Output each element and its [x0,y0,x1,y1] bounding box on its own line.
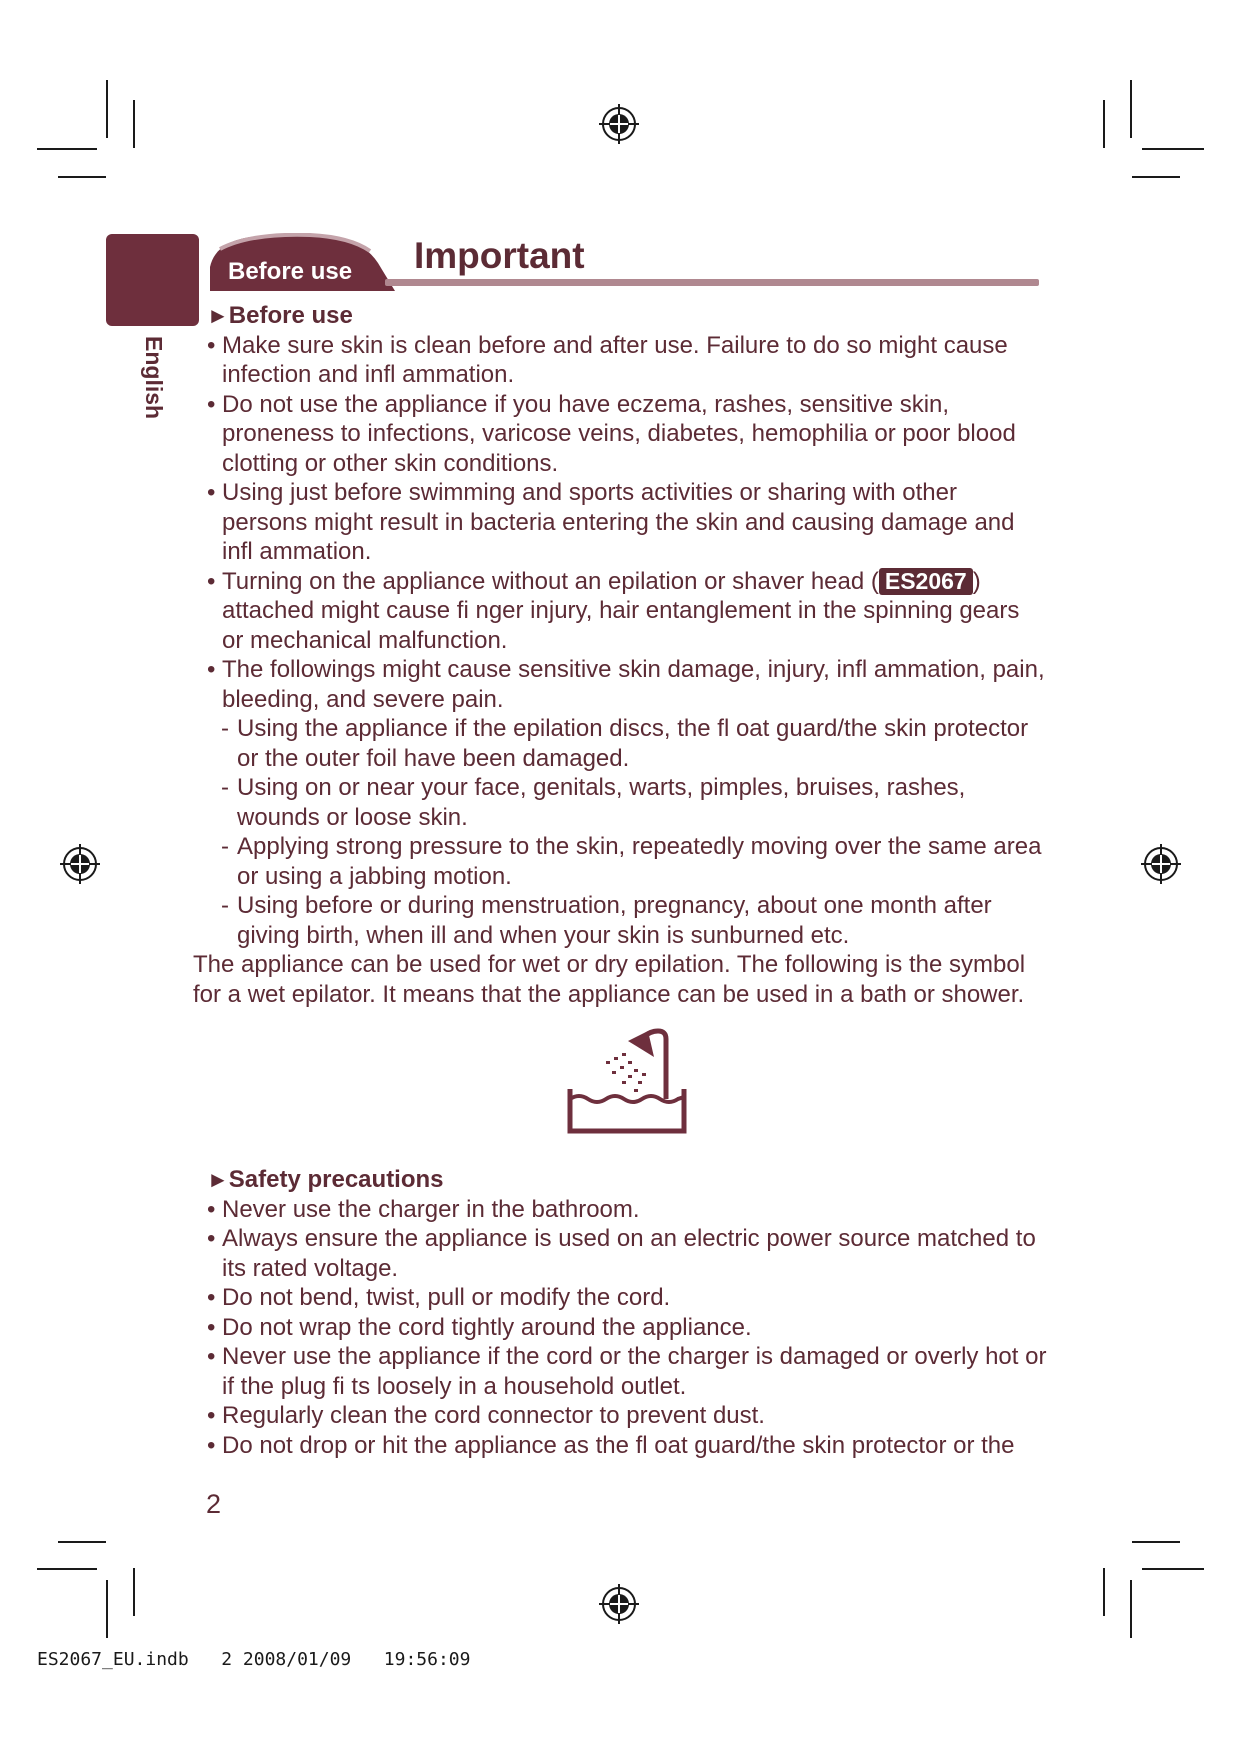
sub-list-item [207,714,1047,773]
crop-mark [58,1541,106,1543]
list-item [207,1195,1047,1225]
list-item [207,655,1047,714]
list-item [207,1401,1047,1431]
section-tab-label: Before use [228,258,353,285]
crop-mark [37,1568,97,1570]
sub-list-item-text: Applying strong pressure to the skin, repeatedly moving over the same area or using a jabbing motion. [237,833,1042,890]
content-column [193,301,1047,1460]
list-item-text: Always ensure the appliance is used on an electric power source matched to its rated voltage. [222,1225,1036,1282]
list-item-text: Do not bend, twist, pull or modify the cord. [222,1284,671,1311]
language-block [106,234,199,326]
spacer [207,1137,1047,1165]
list-item [207,567,1047,656]
section-heading-text: Safety precautions [228,1166,444,1193]
bullet: • [207,656,216,683]
crop-mark [133,100,135,148]
bullet: • [207,1343,216,1370]
list-item-text: Regularly clean the cord connector to prevent dust. [222,1402,765,1429]
page-number: 2 [206,1489,222,1519]
dash: - [221,892,229,919]
list-item [207,1342,1047,1401]
list-item-text: Never use the appliance if the cord or the charger is damaged or overly hot or if the plug fi ts loosely in a household outlet. [222,1343,1047,1400]
list-item [207,1224,1047,1283]
crop-mark [133,1568,135,1616]
section-heading-text: Before use [228,302,353,329]
sub-list-item-text: Using the appliance if the epilation discs, the fl oat guard/the skin protector or the outer foil have been damaged. [237,715,1029,772]
bullet: • [207,479,216,506]
registration-mark-icon [597,1582,641,1626]
sub-list-item-text: Using before or during menstruation, pregnancy, about one month after giving birth, when ill and when your skin is sunburned etc. [237,892,992,949]
sub-list-item [207,832,1047,891]
bullet: • [207,1402,216,1429]
crop-mark [1142,1568,1204,1570]
crop-mark [1103,100,1105,148]
registration-mark-icon [58,842,102,886]
dash: - [221,715,229,742]
sub-list-item-text: Using on or near your face, genitals, warts, pimples, bruises, rashes, wounds or loose skin. [237,774,966,831]
bullet: • [207,1431,216,1459]
registration-mark-icon [597,102,641,146]
bath-shower-icon [562,1027,692,1137]
list-item [207,331,1047,390]
bullet: • [207,1225,216,1252]
registration-mark-icon [1139,842,1183,886]
section-heading-safety [207,1165,1047,1195]
bullet: • [207,1284,216,1311]
dash: - [221,833,229,860]
arrow-right-icon: ► [207,1167,229,1192]
bullet: • [207,331,216,359]
crop-mark [1132,176,1180,178]
language-label: English [141,336,167,420]
list-item [207,1313,1047,1343]
list-item [207,1283,1047,1313]
list-item-text: The followings might cause sensitive skin damage, injury, infl ammation, pain, bleeding, and severe pain. [222,656,1045,713]
crop-mark [106,80,108,138]
page-title: Important [414,235,585,276]
crop-mark [1130,80,1132,138]
list-item-text: Make sure skin is clean before and after use. Failure to do so might cause infection and infl ammation. [222,331,1008,388]
bullet: • [207,567,216,595]
crop-mark [58,176,106,178]
bullet: • [207,1195,216,1223]
section-heading-before-use [207,301,1047,331]
crop-mark [1103,1568,1105,1616]
list-item [207,478,1047,567]
crop-mark [37,148,97,150]
wet-use-note: The appliance can be used for wet or dry epilation. The following is the symbol for a wet epilator. It means that the appliance can be used in a bath or shower. [193,951,1026,1008]
list-item-text: Turning on the appliance without an epilation or shaver head ( [222,567,879,595]
model-badge: ES2067 [879,568,973,595]
crop-mark [106,1580,108,1638]
arrow-right-icon: ► [207,303,229,328]
list-item-text: ) attached might cause fi nger injury, hair entanglement in the spinning gears or mechanical malfunction. [222,567,1020,654]
list-item-text: Do not drop or hit the appliance as the fl oat guard/the skin protector or the [222,1431,1015,1459]
list-item-text: Do not wrap the cord tightly around the appliance. [222,1313,752,1341]
list-item [207,390,1047,479]
bullet: • [207,390,216,418]
list-item-text: Never use the charger in the bathroom. [222,1195,640,1223]
dash: - [221,774,229,801]
crop-mark [1130,1580,1132,1638]
list-item-text: Using just before swimming and sports activities or sharing with other persons might result in bacteria entering the skin and causing damage and infl ammation. [222,479,1015,565]
print-slug: ES2067_EU.indb 2 2008/01/09 19:56:09 [37,1649,471,1670]
crop-mark [1142,148,1204,150]
bullet: • [207,1313,216,1341]
title-rule [385,279,1039,286]
list-item [207,1431,1047,1461]
sub-list-item [207,891,1047,950]
crop-mark [1132,1541,1180,1543]
list-item-text: Do not use the appliance if you have eczema, rashes, sensitive skin, proneness to infections, varicose veins, diabetes, hemophilia or poor blood clotting or other skin conditions. [222,390,1016,477]
sub-list-item [207,773,1047,832]
